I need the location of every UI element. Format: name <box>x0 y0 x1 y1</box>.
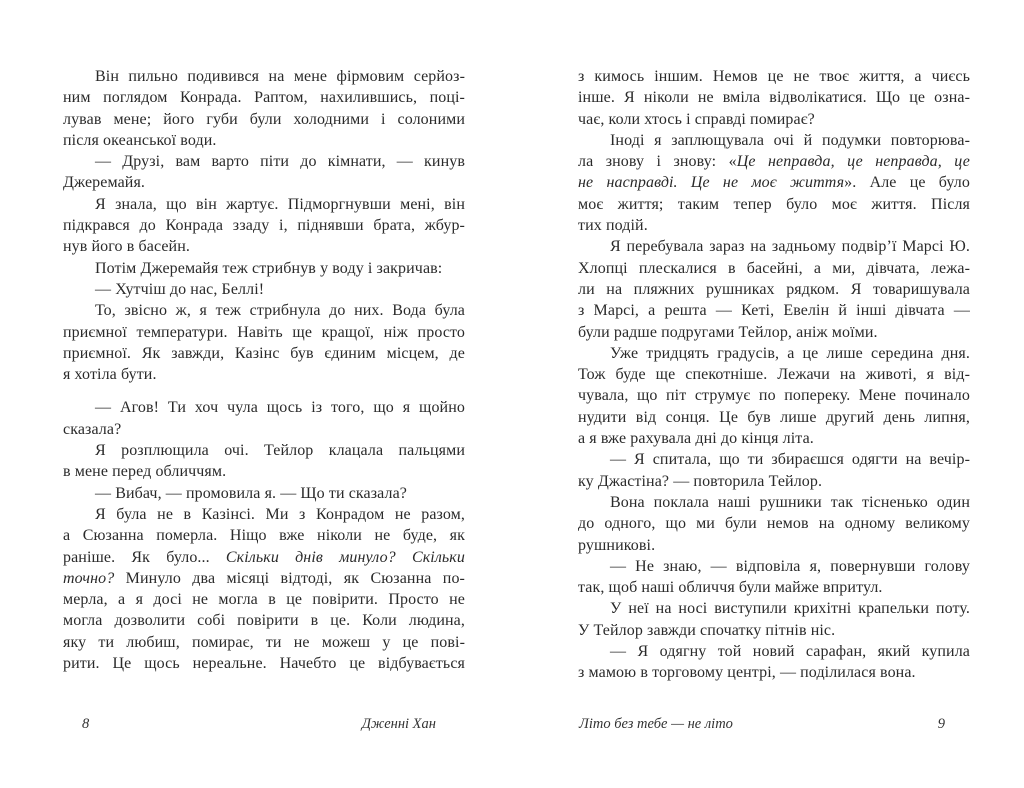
running-title-book: Літо без тебе — не літо <box>579 716 733 732</box>
text-line: Джеремайя. <box>63 174 145 192</box>
text-line: Іноді я заплющувала очі й подумки повторюва- <box>610 131 970 149</box>
text-line: з мамою в торговому центрі, — поділилася вона. <box>578 664 916 682</box>
page-left <box>63 0 465 788</box>
text-line: Уже тридцять градусів, а це лише середина дня. <box>610 344 970 362</box>
page-number-right: 9 <box>937 716 945 732</box>
text-line: Потім Джеремайя теж стрибнув у воду і закричав: <box>95 259 443 277</box>
text-line: з кимось іншим. Немов це не твоє життя, а чиєсь <box>578 68 970 85</box>
text-line: могла дозволити собі повірити в це. Коли людина, <box>63 612 465 630</box>
text-line: — Вибач, — промовила я. — Що ти сказала? <box>95 484 408 502</box>
text-line: ку Джастіна? — повторила Тейлор. <box>578 472 823 490</box>
text-line: до одного, що ми були немов на одному великому <box>578 515 970 533</box>
text-line: приємної. Як завжди, Казінс був єдиним місцем, де <box>63 344 465 362</box>
page-left-footer <box>63 716 465 733</box>
running-title-author: Дженні Хан <box>361 716 436 732</box>
paragraph <box>578 641 970 684</box>
text-line: Тож буде ще спекотніше. Лежачи на животі, я від- <box>578 366 970 384</box>
text-line: рити. Це щось нереальне. Начебто це відбувається <box>63 655 465 673</box>
text-line: Я була не в Казінсі. Ми з Конрадом не разом, <box>95 505 465 523</box>
page-left-text <box>63 66 465 674</box>
text-line: ним поглядом Конрада. Раптом, нахилившись, поці- <box>63 89 465 107</box>
text-line: після океанської води. <box>63 131 217 149</box>
text-line: в мене перед обличчям. <box>63 463 227 481</box>
text-line: — Я одягну той новий сарафан, який купила <box>610 643 970 661</box>
text-line: я хотіла бути. <box>63 366 157 384</box>
text-line: так, щоб наші обличчя були майже впритул. <box>578 579 883 597</box>
text-line: були радше подругами Тейлор, аніж моїми. <box>578 323 878 341</box>
text-line: Хлопці плескалися в басейні, а ми, дівчата, лежа- <box>578 259 970 277</box>
paragraph <box>578 556 970 599</box>
text-line: Я перебувала зараз на задньому подвір’ї Марсі Ю. <box>610 238 970 256</box>
paragraph <box>578 343 970 449</box>
paragraph <box>63 504 465 674</box>
text-line: лував мене; його губи були холодними і солоними <box>63 110 465 128</box>
text-line: тих подій. <box>578 217 648 235</box>
text-line: Він пильно подивився на мене фірмовим серйоз- <box>95 68 465 85</box>
paragraph <box>578 236 970 342</box>
text-line: а Сюзанна померла. Ніщо вже ніколи не буде, як <box>63 527 465 545</box>
text-line: мерла, а я досі не могла в це повірити. Просто не <box>63 591 465 609</box>
text-line: — Не знаю, — відповіла я, повернувши голову <box>610 557 970 575</box>
paragraph <box>63 258 465 279</box>
paragraph <box>63 151 465 194</box>
paragraph <box>63 483 465 504</box>
text-line: — Я спитала, що ти збираєшся одягти на вечір- <box>610 451 970 469</box>
text-line: а я вже рахувала дні до кінця літа. <box>578 430 814 448</box>
text-line: точно? Минуло два місяці відтоді, як Сюзанна по- <box>63 569 465 587</box>
text-line: яку ти любиш, помирає, ти не можеш у це пові- <box>63 633 465 651</box>
paragraph <box>63 440 465 483</box>
paragraph <box>578 492 970 556</box>
text-line: ли на пляжних рушниках рядком. Я товаришувала <box>578 280 970 298</box>
page-right <box>578 0 970 788</box>
text-line: раніше. Як було... Скільки днів минуло? Скільки <box>63 548 465 566</box>
paragraph <box>578 130 970 236</box>
paragraph <box>578 598 970 641</box>
text-line: нув його в басейн. <box>63 238 190 256</box>
text-line: У неї на носі виступили крихітні крапельки поту. <box>610 600 970 618</box>
page-number-left: 8 <box>82 716 90 732</box>
paragraph <box>63 397 465 440</box>
text-line: приємної температури. Навіть ще кращої, ніж просто <box>63 323 465 341</box>
paragraph <box>63 300 465 385</box>
text-line: нудити від сонця. Це був лише другий день липня, <box>578 408 970 426</box>
paragraph <box>63 66 465 151</box>
page-right-text <box>578 66 970 684</box>
text-line: Вона поклала наші рушники так тісненько один <box>610 493 970 511</box>
paragraph <box>578 449 970 492</box>
text-line: У Тейлор завжди спочатку пітнів ніс. <box>578 621 836 639</box>
text-line: з Марсі, а решта — Кеті, Евелін й інші дівчата — <box>578 302 970 320</box>
page-right-footer <box>578 716 970 733</box>
text-line: — Хутчіш до нас, Беллі! <box>95 280 265 298</box>
text-line: То, звісно ж, я теж стрибнула до них. Вода була <box>95 302 465 320</box>
text-line: інше. Я ніколи не вміла відволікатися. Що це озна- <box>578 89 970 107</box>
text-line: чувала, що піт струмує по попереку. Мене починало <box>578 387 970 405</box>
text-line: чає, коли хтось і справді помирає? <box>578 110 815 128</box>
paragraph <box>63 279 465 300</box>
text-line: сказала? <box>63 420 122 438</box>
text-line: Я розплющила очі. Тейлор клацала пальцями <box>95 442 465 460</box>
paragraph <box>578 66 970 130</box>
paragraph <box>63 194 465 258</box>
text-line: — Друзі, вам варто піти до кімнати, — кинув <box>95 153 465 171</box>
text-line: моє життя; таким тепер було моє життя. Після <box>578 195 970 213</box>
text-line: ла знову і знову: «Це неправда, це неправда, це <box>578 153 970 171</box>
text-line: не насправді. Це не моє життя». Але це було <box>578 174 970 192</box>
text-line: Я знала, що він жартує. Підморгнувши мені, він <box>95 195 465 213</box>
text-line: підкрався до Конрада ззаду і, піднявши брата, жбур- <box>63 217 465 235</box>
text-line: — Агов! Ти хоч чула щось із того, що я щойно <box>95 399 465 417</box>
text-line: рушникові. <box>578 536 656 554</box>
